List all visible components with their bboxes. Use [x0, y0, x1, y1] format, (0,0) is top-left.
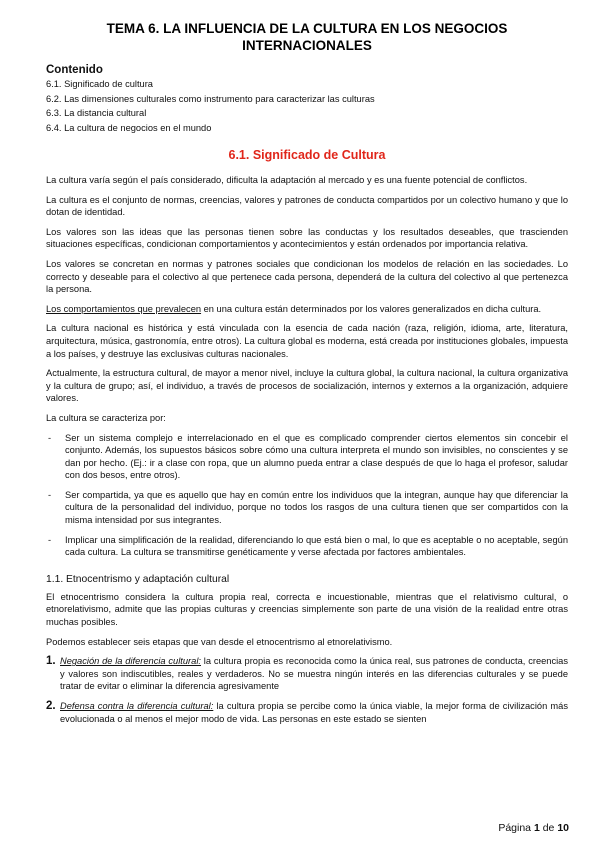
toc-item[interactable]: 6.3. La distancia cultural — [46, 108, 147, 118]
dash-marker: - — [48, 489, 52, 500]
dash-marker: - — [48, 534, 52, 545]
numbered-item — [46, 655, 568, 693]
paragraph — [46, 303, 568, 316]
paragraph: Los valores se concretan en normas y patrones sociales que condicionan los modelos de relación en las sociedades. Lo correcto y deseable para el colectivo al que pertenece cada persona, dependerá de la cultura del colectivo al que pertenezca la persona. — [46, 258, 568, 295]
title-line-1: TEMA 6. LA INFLUENCIA DE LA CULTURA EN LOS NEGOCIOS — [106, 21, 508, 36]
bullet-text: Ser compartida, ya que es aquello que hay en común entre los individuos que la integran, aunque hay que diferenciar la cultura de la personalidad del individuo, porque no todos los rasgos de una cultura tienen que ser compartidos con la misma intensidad por sus integrantes. — [65, 489, 568, 526]
table-of-contents — [46, 77, 568, 135]
bullet-item — [46, 534, 568, 559]
bullet-item — [46, 489, 568, 527]
underlined-text: Los comportamientos que prevalecen — [46, 303, 202, 314]
item-body: la cultura propia se percibe como la única viable, la mejor forma de civilización más evolucionada o al menos el mejor modo de vida. Las personas en este estado se sienten — [60, 701, 568, 724]
document-title — [46, 20, 568, 54]
item-text — [60, 700, 568, 725]
item-body: la cultura propia es reconocida como la única real, sus patrones de conducta, creencias y valores son indiscutibles, reales y verdaderos. No se muestra ningún interés en las diferencias culturales y se puede tratar de evitar o eliminar la diferencia agresivamente — [60, 656, 568, 692]
toc-heading: Contenido — [46, 64, 103, 76]
page-of: de — [542, 822, 555, 834]
bullet-text: Ser un sistema complejo e interrelacionado en el que es complicado comprender ciertos elementos sin concebir el conjunto. Además, los supuestos básicos sobre cómo una cultura interpreta el mundo son invisibles, no conscientes y se dan por hecho. (Ej.: ir a clase con ropa, que un alumno pueda entrar a clase después de que lo haga el profesor, saludar con dos besos, entre otros). — [65, 432, 568, 481]
item-label: Negación de la diferencia cultural: — [60, 656, 201, 667]
numbered-item — [46, 700, 568, 725]
paragraph: La cultura varía según el país considerado, dificulta la adaptación al mercado y es una fuente potencial de conflictos. — [46, 175, 528, 185]
item-number: 1. — [46, 655, 56, 668]
paragraph: Actualmente, la estructura cultural, de mayor a menor nivel, incluye la cultura global, la cultura nacional, la cultura organizativa y la cultura de grupo; así, el individuo, a través de procesos de socialización, internos y externos a la organización, adquiere valores. — [46, 368, 568, 404]
item-number: 2. — [46, 700, 56, 712]
paragraph: La cultura se caracteriza por: — [46, 412, 166, 423]
page-word: Página — [498, 822, 532, 834]
item-text — [60, 655, 568, 693]
title-line-2: INTERNACIONALES — [242, 38, 372, 53]
paragraph: La cultura es el conjunto de normas, creencias, valores y patrones de conducta compartidos por un colectivo humano y que lo dotan de identidad. — [46, 194, 568, 218]
paragraph: El etnocentrismo considera la cultura propia real, correcta e incuestionable, mientras que el relativismo cultural, o etnorelativismo, admite que las propias culturas y creencias simplemente son parte de una visión de la realidad entre otras muchas posibles. — [46, 591, 568, 628]
subsection-title: 1.1. Etnocentrismo y adaptación cultural — [46, 573, 230, 585]
bullet-item — [46, 432, 568, 482]
dash-marker: - — [48, 432, 52, 443]
document-page — [46, 20, 568, 732]
paragraph: La cultura nacional es histórica y está vinculada con la esencia de cada nación (raza, religión, idioma, arte, literatura, arquitectura, música, gastronomía, entre otros). La cultura global es moderna, está creada por instituciones globales, impuesta a los países, y destruye las exclusivas culturas nacionales. — [46, 323, 568, 359]
bullet-text: Implicar una simplificación de la realidad, diferenciando lo que está bien o mal, lo que es aceptable o no aceptable, según cada cultura. La cultura se transmitirse genéticamente y verse afectada por factores ambientales. — [65, 534, 568, 558]
paragraph-text: en una cultura están determinados por los valores generalizados en dicha cultura. — [201, 303, 542, 314]
section-title: 6.1. Significado de Cultura — [228, 148, 386, 162]
toc-item[interactable]: 6.4. La cultura de negocios en el mundo — [46, 122, 212, 133]
toc-item[interactable]: 6.1. Significado de cultura — [46, 79, 153, 89]
page-number: 1 — [533, 822, 540, 834]
page-footer — [498, 822, 569, 834]
paragraph: Los valores son las ideas que las personas tienen sobre las conductas y los resultados deseables, que trascienden situaciones específicas, condicionan comportamientos y acontecimientos y están ordenados por importancia relativa. — [46, 226, 568, 250]
item-label: Defensa contra la diferencia cultural: — [60, 701, 214, 711]
toc-item[interactable]: 6.2. Las dimensiones culturales como instrumento para caracterizar las culturas — [46, 93, 375, 104]
paragraph: Podemos establecer seis etapas que van desde el etnocentrismo al etnorelativismo. — [46, 636, 393, 647]
page-total: 10 — [557, 822, 569, 834]
